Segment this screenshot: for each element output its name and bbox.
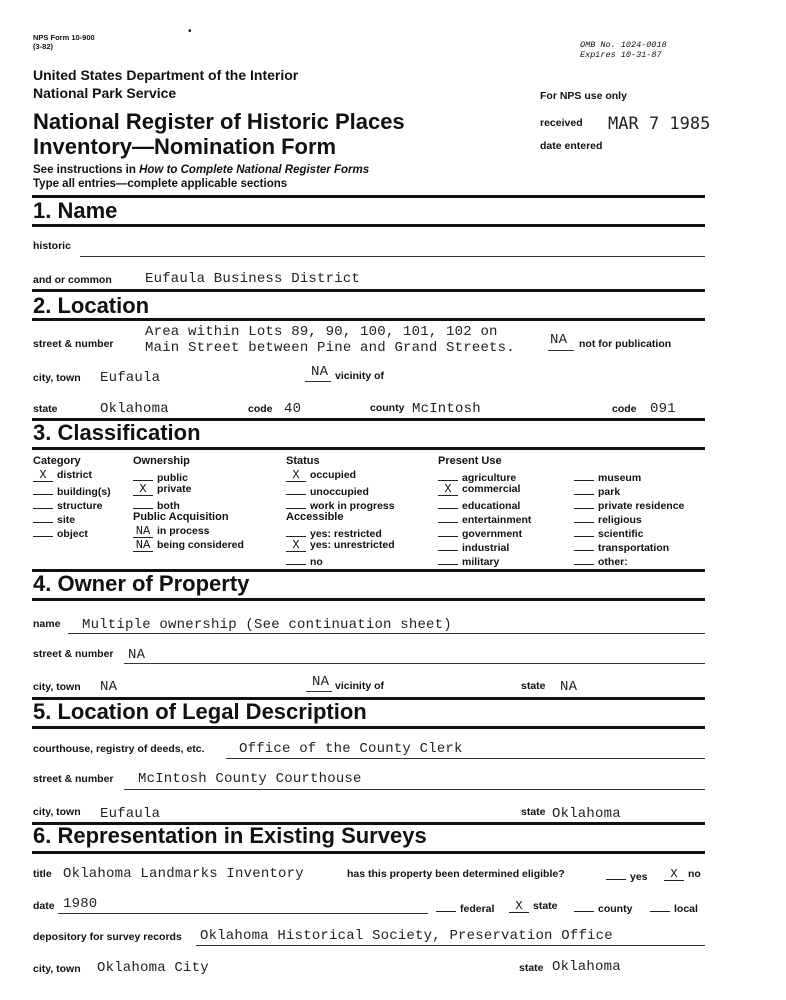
vicinity-line <box>305 381 331 382</box>
category-option[interactable]: X district <box>33 469 92 482</box>
checkbox[interactable]: X <box>509 901 529 913</box>
county-code-value: 091 <box>650 401 676 417</box>
present-use-option[interactable]: museum <box>574 469 641 484</box>
instructions-title: How to Complete National Register Forms <box>139 164 370 176</box>
instructions-prefix: See instructions in <box>33 164 136 176</box>
section-1-bottom-rule <box>32 224 705 227</box>
courthouse-line <box>226 758 705 759</box>
checkbox[interactable] <box>438 525 458 537</box>
status-header: Status <box>286 455 320 467</box>
section-4-bottom-rule <box>32 598 705 601</box>
historic-label: historic <box>33 240 71 252</box>
ownership-option[interactable]: X private <box>133 483 191 496</box>
survey-city-value: Oklahoma City <box>97 960 209 976</box>
date-entered-label: date entered <box>540 140 603 152</box>
street-number-label: street & number <box>33 338 114 350</box>
checkbox[interactable] <box>438 469 458 481</box>
checkbox[interactable]: NA <box>133 540 153 552</box>
eligible-no-option[interactable]: X no <box>664 868 701 881</box>
instructions-line1 <box>33 164 369 176</box>
legal-street-label: street & number <box>33 773 114 785</box>
accessible-option[interactable]: no <box>286 553 323 568</box>
county-code-label: code <box>612 403 637 415</box>
present-use-option[interactable]: entertainment <box>438 511 531 526</box>
legal-street-value: McIntosh County Courthouse <box>138 771 362 787</box>
checkbox[interactable] <box>438 553 458 565</box>
checkbox[interactable] <box>133 469 153 481</box>
accessible-option[interactable]: X yes: unrestricted <box>286 539 395 552</box>
section-5-bottom-rule <box>32 726 705 729</box>
survey-title-value: Oklahoma Landmarks Inventory <box>63 866 304 882</box>
survey-date-line <box>58 913 428 914</box>
state-code-value: 40 <box>284 401 302 417</box>
city-town-value: Eufaula <box>100 370 161 386</box>
present-use-option[interactable]: government <box>438 525 522 540</box>
owner-city-label: city, town <box>33 681 81 693</box>
historic-field-line <box>80 256 705 257</box>
present-use-option[interactable]: transportation <box>574 539 669 554</box>
checkbox[interactable]: X <box>286 470 306 482</box>
owner-vicinity-mark: NA <box>312 674 330 690</box>
legal-street-line <box>124 789 705 790</box>
checkbox[interactable] <box>574 900 594 912</box>
checkbox[interactable]: X <box>664 869 684 881</box>
public-acquisition-header: Public Acquisition <box>133 511 229 523</box>
category-option[interactable]: object <box>33 525 88 540</box>
eligible-yes-option[interactable]: yes <box>606 868 648 883</box>
accessible-header: Accessible <box>286 511 344 523</box>
present-use-option[interactable]: educational <box>438 497 520 512</box>
present-use-option[interactable]: religious <box>574 511 642 526</box>
received-stamp: MAR 7 1985 <box>608 114 711 134</box>
legal-city-label: city, town <box>33 806 81 818</box>
section-4-title: 4. Owner of Property <box>33 571 250 596</box>
category-option[interactable]: structure <box>33 497 103 512</box>
department-name: United States Department of the Interior <box>33 67 299 83</box>
legal-state-label: state <box>521 806 546 818</box>
owner-city-value: NA <box>100 679 118 695</box>
status-option[interactable]: X occupied <box>286 469 356 482</box>
checkbox[interactable] <box>33 497 53 509</box>
checkbox[interactable] <box>438 539 458 551</box>
not-for-publication-mark: NA <box>550 332 568 348</box>
section-1-rule <box>32 195 705 198</box>
present-use-option[interactable]: park <box>574 483 620 498</box>
survey-state-label: state <box>519 962 544 974</box>
checkbox[interactable]: X <box>438 484 458 496</box>
vicinity-label: vicinity of <box>335 370 385 382</box>
status-option[interactable]: unoccupied <box>286 483 369 498</box>
section-3-bottom-rule <box>32 447 705 450</box>
street-value-line2: Main Street between Pine and Grand Streets. <box>145 340 515 356</box>
state-code-label: code <box>248 403 273 415</box>
ink-dot: • <box>188 26 192 37</box>
county-label: county <box>370 402 405 414</box>
checkbox[interactable] <box>574 497 594 509</box>
county-value: McIntosh <box>412 401 481 417</box>
category-option[interactable]: building(s) <box>33 483 111 498</box>
nps-use-only: For NPS use only <box>540 90 627 102</box>
eligible-question: has this property been determined eligible? <box>347 868 565 880</box>
section-3-title: 3. Classification <box>33 420 201 445</box>
owner-name-value: Multiple ownership (See continuation sheet) <box>82 617 452 633</box>
present-use-header: Present Use <box>438 455 502 467</box>
instructions-line2: Type all entries—complete applicable sections <box>33 178 288 190</box>
depository-label: depository for survey records <box>33 931 182 943</box>
present-use-option[interactable]: scientific <box>574 525 644 540</box>
checkbox[interactable] <box>286 483 306 495</box>
owner-name-label: name <box>33 618 61 630</box>
service-name: National Park Service <box>33 85 177 101</box>
checkbox[interactable] <box>574 469 594 481</box>
section-6-bottom-rule <box>32 851 705 854</box>
owner-street-line <box>124 663 705 664</box>
present-use-option[interactable]: industrial <box>438 539 509 554</box>
state-label: state <box>33 403 58 415</box>
checkbox[interactable] <box>574 511 594 523</box>
checkbox[interactable]: NA <box>133 526 153 538</box>
owner-vicinity-line <box>306 691 332 692</box>
present-use-option[interactable]: X commercial <box>438 483 520 496</box>
state-value: Oklahoma <box>100 401 169 417</box>
section-6-title: 6. Representation in Existing Surveys <box>33 823 427 848</box>
checkbox[interactable] <box>438 497 458 509</box>
city-town-label: city, town <box>33 372 81 384</box>
checkbox[interactable] <box>436 900 456 912</box>
survey-city-label: city, town <box>33 963 81 975</box>
section-5-title: 5. Location of Legal Description <box>33 699 367 724</box>
form-revision: (3-82) <box>33 42 54 51</box>
owner-state-value: NA <box>560 679 578 695</box>
owner-vicinity-label: vicinity of <box>335 680 385 692</box>
status-option[interactable]: work in progress <box>286 497 395 512</box>
form-title-line2: Inventory—Nomination Form <box>33 134 337 159</box>
survey-state-value: Oklahoma <box>552 959 621 975</box>
checkbox[interactable] <box>133 497 153 509</box>
survey-title-label: title <box>33 868 52 880</box>
checkbox[interactable] <box>606 868 626 880</box>
checkbox[interactable] <box>574 539 594 551</box>
checkbox[interactable] <box>574 525 594 537</box>
checkbox[interactable] <box>33 483 53 495</box>
checkbox[interactable] <box>438 511 458 523</box>
owner-street-label: street & number <box>33 648 114 660</box>
checkbox[interactable]: X <box>33 470 53 482</box>
section-2-rule <box>32 289 705 292</box>
checkbox[interactable] <box>574 483 594 495</box>
depository-line <box>196 945 705 946</box>
common-name-value: Eufaula Business District <box>145 271 361 287</box>
local-option[interactable]: local <box>650 900 698 915</box>
courthouse-value: Office of the County Clerk <box>239 741 463 757</box>
owner-street-value: NA <box>128 647 146 663</box>
legal-state-value: Oklahoma <box>552 806 621 822</box>
section-2-bottom-rule <box>32 318 705 321</box>
owner-name-line <box>68 633 705 634</box>
checkbox[interactable]: X <box>133 484 153 496</box>
courthouse-label: courthouse, registry of deeds, etc. <box>33 743 205 755</box>
vicinity-mark: NA <box>311 364 329 380</box>
present-use-option[interactable]: other: <box>574 553 628 568</box>
checkbox[interactable] <box>286 525 306 537</box>
checkbox[interactable]: X <box>286 540 306 552</box>
checkbox[interactable] <box>33 511 53 523</box>
depository-value: Oklahoma Historical Society, Preservation Office <box>200 928 613 944</box>
checkbox[interactable] <box>650 900 670 912</box>
survey-date-value: 1980 <box>63 896 98 912</box>
owner-state-label: state <box>521 680 546 692</box>
omb-number: OMB No. 1024-0018 <box>580 40 667 50</box>
county-option[interactable]: county <box>574 900 632 915</box>
checkbox[interactable] <box>286 553 306 565</box>
section-2-title: 2. Location <box>33 293 150 318</box>
form-number: NPS Form 10-900 <box>33 33 95 42</box>
category-option[interactable]: site <box>33 511 75 526</box>
checkbox[interactable] <box>286 497 306 509</box>
present-use-option[interactable]: military <box>438 553 499 568</box>
checkbox[interactable] <box>574 553 594 565</box>
not-for-publication-label: not for publication <box>579 338 672 350</box>
common-name-label: and or common <box>33 274 112 286</box>
federal-option[interactable]: federal <box>436 900 494 915</box>
ownership-option[interactable]: public <box>133 469 188 484</box>
legal-city-value: Eufaula <box>100 806 161 822</box>
state-option[interactable]: X state <box>509 900 558 913</box>
accessible-option[interactable]: yes: restricted <box>286 525 382 540</box>
nfp-line <box>548 350 574 351</box>
present-use-option[interactable]: private residence <box>574 497 684 512</box>
form-title-line1: National Register of Historic Places <box>33 109 405 134</box>
checkbox[interactable] <box>33 525 53 537</box>
public-acquisition-option[interactable]: NA being considered <box>133 539 244 552</box>
category-header: Category <box>33 455 81 467</box>
public-acquisition-option[interactable]: NA in process <box>133 525 210 538</box>
section-1-title: 1. Name <box>33 198 118 223</box>
survey-date-label: date <box>33 900 55 912</box>
ownership-header: Ownership <box>133 455 190 467</box>
ownership-option[interactable]: both <box>133 497 180 512</box>
omb-expires: Expires 10-31-87 <box>580 50 662 60</box>
present-use-option[interactable]: agriculture <box>438 469 516 484</box>
street-value-line1: Area within Lots 89, 90, 100, 101, 102 on <box>145 324 498 340</box>
received-label: received <box>540 117 583 129</box>
